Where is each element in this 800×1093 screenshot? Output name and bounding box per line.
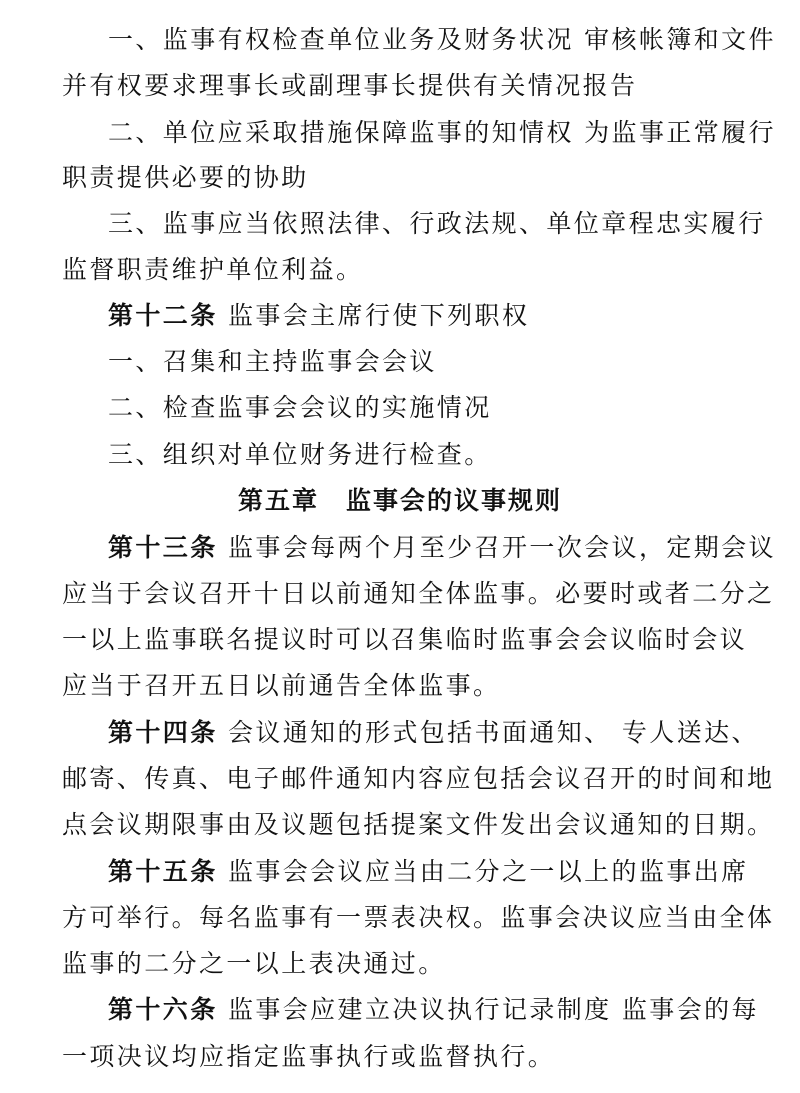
art15-line2: 方可举行。每名监事有一票表决权。监事会决议应当由全体: [62, 903, 775, 932]
art13-line3: 一以上监事联名提议时可以召集临时监事会会议临时会议: [62, 625, 748, 654]
art14-line3: 点会议期限事由及议题包括提案文件发出会议通知的日期。: [62, 810, 775, 839]
art16-label: 第十六条: [108, 995, 218, 1024]
art12-line: [108, 301, 529, 331]
art11-item3-line1: 三、监事应当依照法律、行政法规、单位章程忠实履行: [108, 209, 766, 238]
art13-line1: [108, 533, 776, 563]
art11-item1-line1: 一、监事有权检查单位业务及财务状况 审核帐簿和文件: [108, 25, 776, 54]
art13-label: 第十三条: [108, 533, 218, 562]
art15-label: 第十五条: [108, 857, 218, 886]
art16-text: 监事会应建立决议执行记录制度 监事会的每: [217, 995, 759, 1024]
art14-text: 会议通知的形式包括书面通知、 专人送达、: [217, 718, 759, 747]
art12-label: 第十二条: [108, 301, 218, 330]
art15-text: 监事会会议应当由二分之一以上的监事出席: [217, 857, 749, 886]
chapter-5-heading: 第五章 监事会的议事规则: [237, 486, 562, 515]
art15-line3: 监事的二分之一以上表决通过。: [62, 949, 446, 978]
art14-line2: 邮寄、传真、电子邮件通知内容应包括会议召开的时间和地: [62, 764, 775, 793]
art12-text: 监事会主席行使下列职权: [217, 301, 530, 330]
art13-text: 监事会每两个月至少召开一次会议，定期会议: [217, 533, 776, 562]
art13-line2: 应当于会议召开十日以前通知全体监事。必要时或者二分之: [62, 579, 775, 608]
art12-item3: 三、组织对单位财务进行检查。: [108, 440, 492, 469]
art11-item2-line1: 二、单位应采取措施保障监事的知情权 为监事正常履行: [108, 118, 776, 147]
art16-line1: [108, 995, 759, 1025]
art11-item3-line2: 监督职责维护单位利益。: [62, 255, 364, 284]
art13-line4: 应当于召开五日以前通告全体监事。: [62, 671, 501, 700]
art15-line1: [108, 857, 749, 887]
art11-item2-line2: 职责提供必要的协助: [62, 163, 309, 192]
art16-line2: 一项决议均应指定监事执行或监督执行。: [62, 1042, 556, 1071]
art12-item2: 二、检查监事会会议的实施情况: [108, 393, 492, 422]
art14-label: 第十四条: [108, 718, 218, 747]
art12-item1: 一、召集和主持监事会会议: [108, 347, 437, 376]
art11-item1-line2: 并有权要求理事长或副理事长提供有关情况报告: [62, 71, 638, 100]
art14-line1: [108, 718, 759, 748]
